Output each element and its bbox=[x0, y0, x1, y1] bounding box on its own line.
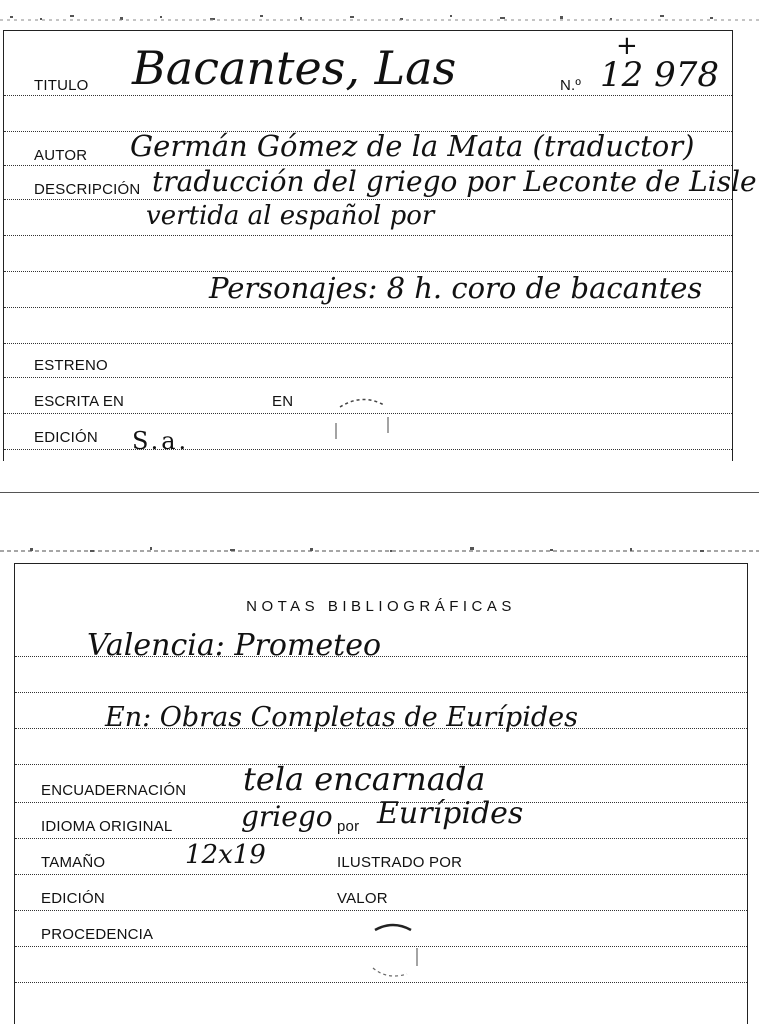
autor-label: AUTOR bbox=[34, 147, 88, 164]
autor-value: Germán Gómez de la Mata (traductor) bbox=[130, 129, 695, 163]
escrita-en-label: ESCRITA EN bbox=[34, 393, 125, 410]
valor-label: VALOR bbox=[337, 890, 388, 907]
descripcion-line-1: traducción del griego por Leconte de Lisle bbox=[152, 165, 757, 198]
notes-line-1: Valencia: Prometeo bbox=[87, 628, 382, 663]
encuadernacion-value: tela encarnada bbox=[243, 760, 486, 798]
descripcion-line-3: Personajes: 8 h. coro de bacantes bbox=[209, 271, 703, 305]
encuadernacion-label: ENCUADERNACIÓN bbox=[41, 782, 187, 799]
tamano-value: 12x19 bbox=[185, 840, 266, 870]
scan-edge-top bbox=[0, 12, 759, 26]
notas-bibliograficas-title: NOTAS BIBLIOGRÁFICAS bbox=[246, 598, 516, 615]
titulo-label: TITULO bbox=[34, 77, 89, 94]
descripcion-label: DESCRIPCIÓN bbox=[34, 181, 141, 198]
punch-hole-mark bbox=[330, 393, 394, 455]
por-label: por bbox=[337, 818, 360, 835]
punch-hole-mark-bottom bbox=[367, 918, 427, 984]
tamano-label: TAMAÑO bbox=[41, 854, 106, 871]
idioma-original-label: IDIOMA ORIGINAL bbox=[41, 818, 173, 835]
edicion-label-bottom: EDICIÓN bbox=[41, 890, 105, 907]
edicion-label: EDICIÓN bbox=[34, 429, 98, 446]
idioma-original-value: griego bbox=[241, 800, 333, 833]
edicion-value: S.a. bbox=[132, 427, 190, 455]
cross-mark: + bbox=[616, 31, 638, 61]
card-separator bbox=[0, 492, 759, 493]
procedencia-label: PROCEDENCIA bbox=[41, 926, 154, 943]
en-label: EN bbox=[272, 393, 294, 410]
ilustrado-por-label: ILUSTRADO POR bbox=[337, 854, 463, 871]
catalog-card-top bbox=[3, 30, 757, 461]
number-value: 12 978 bbox=[600, 55, 719, 95]
estreno-label: ESTRENO bbox=[34, 357, 108, 374]
catalog-card-bottom bbox=[14, 563, 748, 1024]
descripcion-line-2: vertida al español por bbox=[146, 201, 435, 231]
por-value: Eurípides bbox=[377, 796, 524, 831]
number-label: N.º bbox=[560, 77, 582, 94]
titulo-value: Bacantes, Las bbox=[132, 41, 457, 95]
scan-edge-middle bbox=[0, 544, 759, 558]
notes-line-2: En: Obras Completas de Eurípides bbox=[105, 702, 578, 733]
